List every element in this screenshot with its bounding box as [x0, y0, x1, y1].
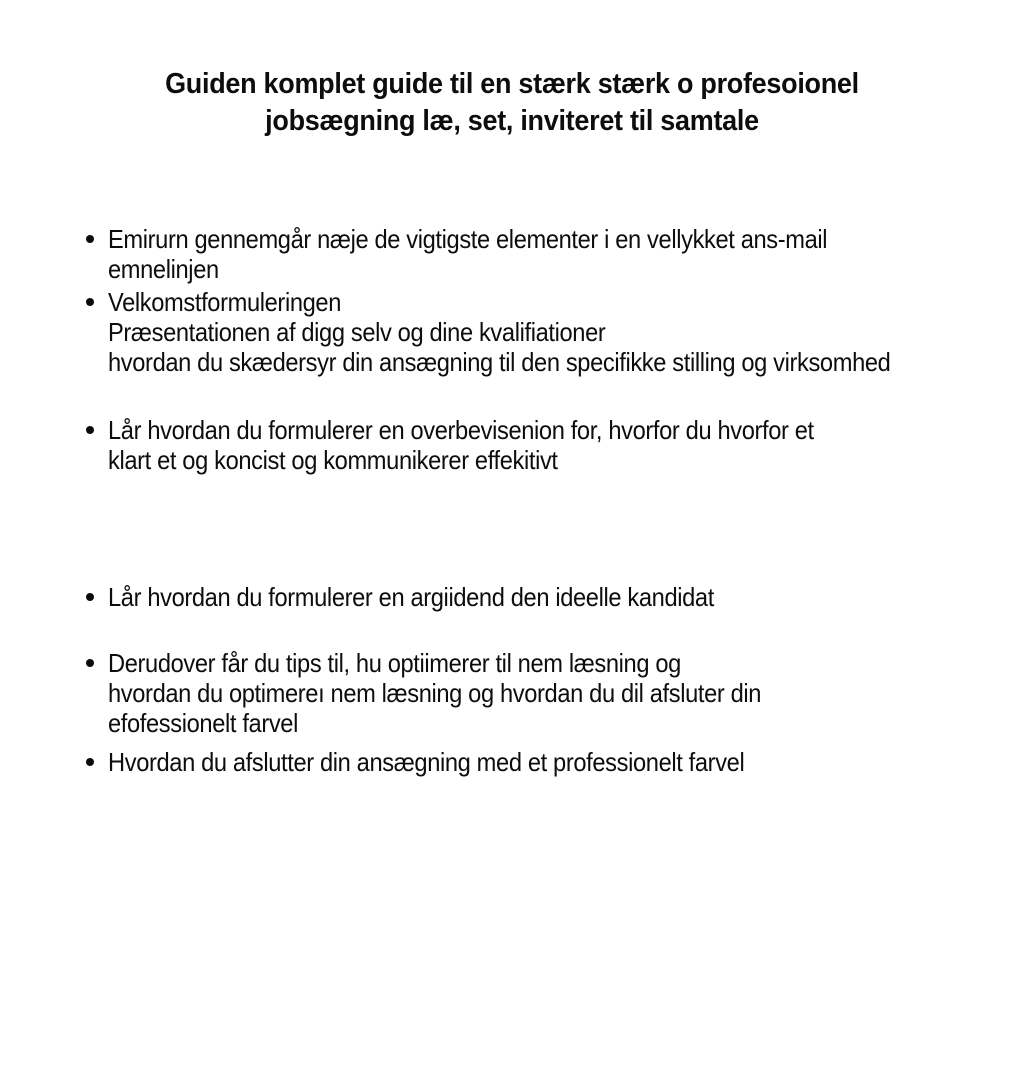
bullet-line: Præsentationen af digg selv og dine kvalifiationer [108, 317, 606, 347]
page-title-line-1: Guiden komplet guide til en stærk stærk o profesoionel [165, 68, 859, 100]
bullet-icon [86, 659, 94, 667]
bullet-text [108, 287, 1024, 377]
bullet-text [108, 582, 1024, 612]
bullet-line: Lår hvordan du formulerer en overbevisenion for, hvorfor du hvorfor et [108, 415, 814, 445]
list-item [85, 648, 1024, 738]
page-title [0, 66, 1024, 140]
bullet-text [108, 747, 1024, 777]
bullet-line: efofessionelt farvel [108, 708, 299, 738]
list-item [85, 415, 1024, 475]
bullet-line: emnelinjen [108, 254, 219, 284]
bullet-line: Velkomstformuleringen [108, 287, 342, 317]
bullet-text [108, 415, 1024, 475]
bullet-icon [86, 298, 94, 306]
document-page [0, 66, 1024, 1090]
bullet-line: Hvordan du afslutter din ansægning med et professionelt farvel [108, 747, 745, 777]
bullet-line: Emirurn gennemgår næje de vigtigste elementer i en vellykket ans-mail [108, 224, 828, 254]
bullet-text [108, 648, 1024, 738]
bullet-line: hvordan du skædersyr din ansægning til den specifikke stilling og virksomhed [108, 347, 891, 377]
bullet-line: Lår hvordan du formulerer en argiidend den ideelle kandidat [108, 582, 714, 612]
list-item [85, 582, 1024, 612]
bullet-line: Derudover får du tips til, hu optiimerer til nem læsning og [108, 648, 681, 678]
bullet-icon [86, 235, 94, 243]
bullet-icon [86, 758, 94, 766]
list-item [85, 747, 1024, 777]
page-title-line-2: jobsægning læ, set, inviteret til samtale [265, 105, 759, 137]
bullet-line: hvordan du optimereı nem læsning og hvordan du dil afsluter din [108, 678, 762, 708]
bullet-line: klart et og koncist og kommunikerer effekitivt [108, 445, 558, 475]
bullet-text [108, 224, 1024, 284]
bullet-list [0, 224, 1024, 777]
list-item [85, 224, 1024, 284]
list-item [85, 287, 1024, 377]
bullet-icon [86, 593, 94, 601]
bullet-icon [86, 426, 94, 434]
